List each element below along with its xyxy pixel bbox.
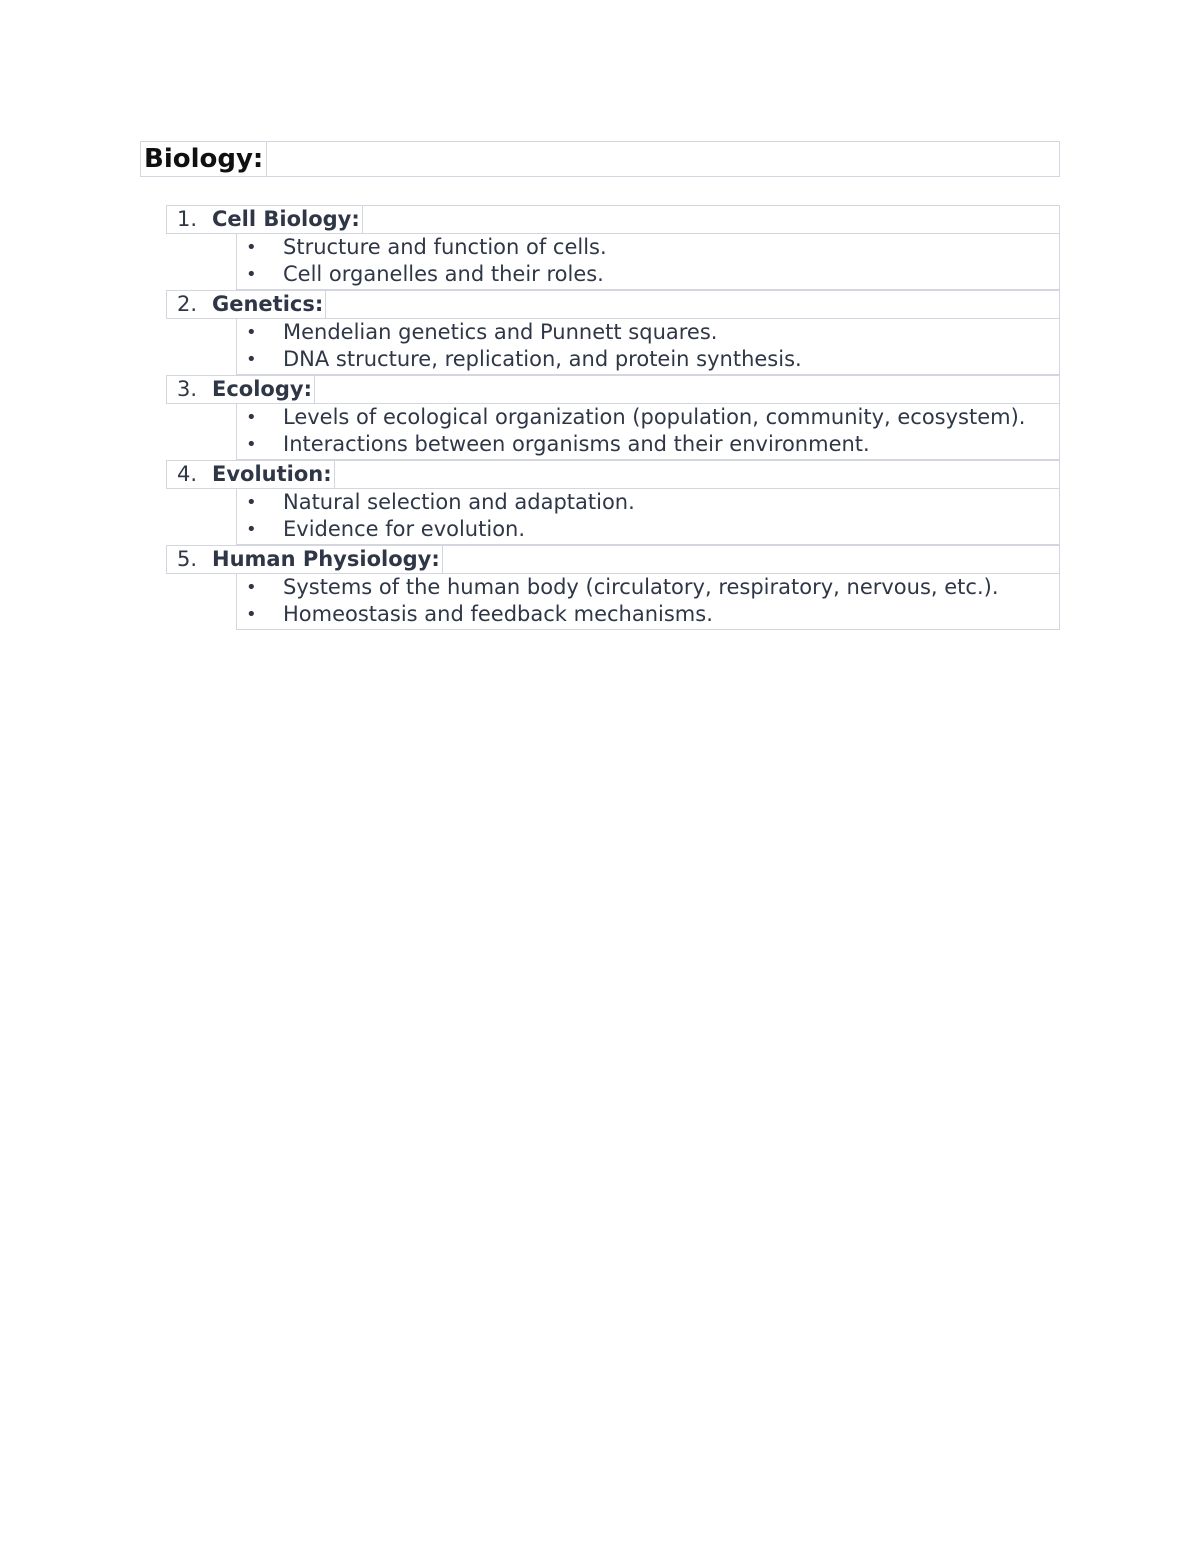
bullet-text: Natural selection and adaptation. (283, 490, 635, 514)
bullet-text: DNA structure, replication, and protein synthesis. (283, 347, 802, 371)
topic-heading (166, 205, 1060, 234)
topic-heading (166, 290, 1060, 319)
topic-item (140, 545, 1060, 630)
bullet-icon: • (246, 349, 257, 370)
bullet-text: Homeostasis and feedback mechanisms. (283, 602, 713, 626)
topic-heading (166, 460, 1060, 489)
bullet-text: Systems of the human body (circulatory, respiratory, nervous, etc.). (283, 575, 999, 599)
bullet-text: Mendelian genetics and Punnett squares. (283, 320, 718, 344)
bullet-icon: • (246, 237, 257, 258)
topic-label: Human Physiology: (212, 546, 443, 573)
bullet-icon: • (246, 519, 257, 540)
topic-bullet-list (236, 404, 1060, 460)
bullet-text: Cell organelles and their roles. (283, 262, 604, 286)
bullet-text: Levels of ecological organization (population, community, ecosystem). (283, 405, 1026, 429)
bullet-item (237, 404, 1059, 431)
topic-bullet-list (236, 489, 1060, 545)
topic-heading (166, 375, 1060, 404)
bullet-text: Evidence for evolution. (283, 517, 526, 541)
topic-item (140, 375, 1060, 460)
topic-number: 4. (177, 462, 198, 486)
bullet-item (237, 431, 1059, 458)
topic-label: Genetics: (212, 291, 326, 318)
bullet-text: Interactions between organisms and their environment. (283, 432, 870, 456)
bullet-item (237, 261, 1059, 288)
topic-label: Ecology: (212, 376, 315, 403)
topic-number: 5. (177, 547, 198, 571)
bullet-item (237, 601, 1059, 628)
bullet-icon: • (246, 434, 257, 455)
topic-item (140, 460, 1060, 545)
topic-label: Evolution: (212, 461, 335, 488)
topic-number: 2. (177, 292, 198, 316)
document-page (140, 141, 1060, 630)
topic-bullet-list (236, 574, 1060, 630)
bullet-icon: • (246, 577, 257, 598)
bullet-item (237, 574, 1059, 601)
bullet-item (237, 319, 1059, 346)
document-title: Biology: (144, 142, 267, 176)
bullet-item (237, 346, 1059, 373)
topic-list (140, 205, 1060, 630)
topic-item (140, 205, 1060, 290)
title-box (140, 141, 1060, 177)
bullet-icon: • (246, 604, 257, 625)
bullet-icon: • (246, 322, 257, 343)
bullet-item (237, 234, 1059, 261)
bullet-item (237, 489, 1059, 516)
bullet-icon: • (246, 264, 257, 285)
topic-number: 1. (177, 207, 198, 231)
topic-label: Cell Biology: (212, 206, 363, 233)
bullet-item (237, 516, 1059, 543)
topic-number: 3. (177, 377, 198, 401)
topic-heading (166, 545, 1060, 574)
bullet-icon: • (246, 492, 257, 513)
bullet-icon: • (246, 407, 257, 428)
bullet-text: Structure and function of cells. (283, 235, 607, 259)
topic-item (140, 290, 1060, 375)
topic-bullet-list (236, 319, 1060, 375)
topic-bullet-list (236, 234, 1060, 290)
